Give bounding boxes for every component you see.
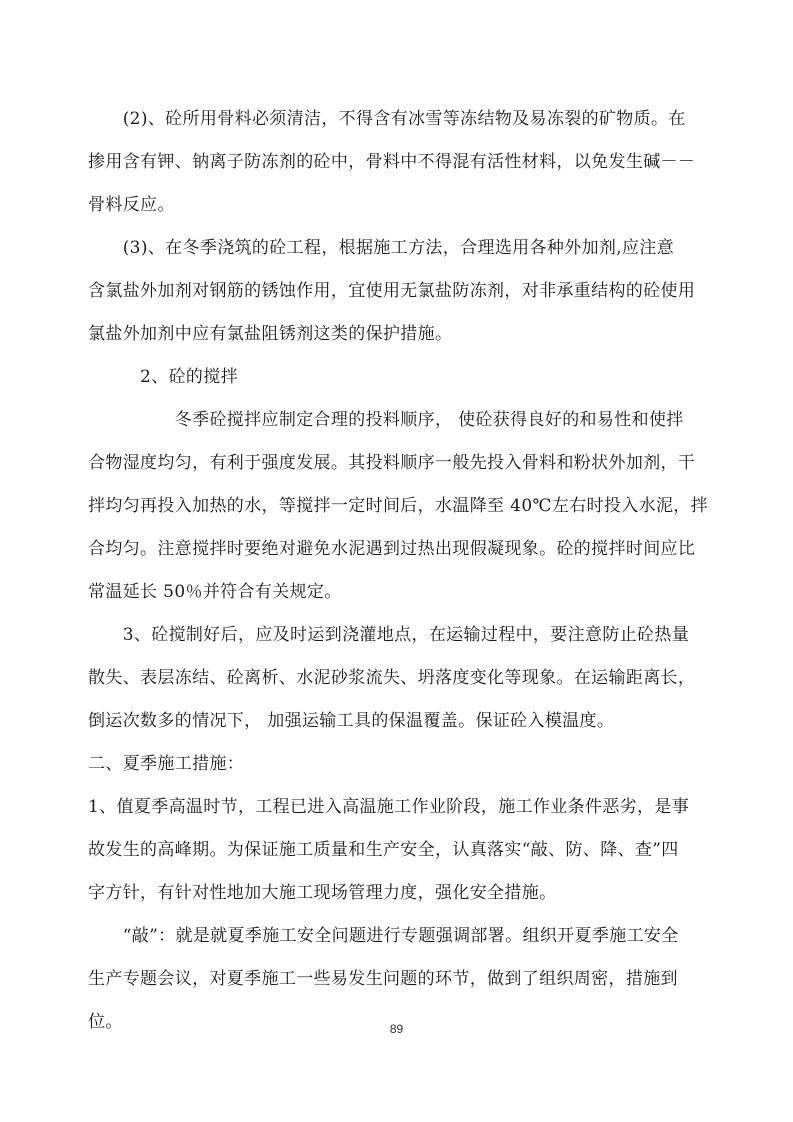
text-line: 生产专题会议，对夏季施工一些易发生问题的环节，做到了组织周密，措施到 xyxy=(88,969,678,989)
section-heading: 2、砼的搅拌 xyxy=(88,367,238,387)
text-line: (2)、砼所用骨料必须清洁，不得含有冰雪等冻结物及易冻裂的矿物质。在 xyxy=(88,109,686,129)
section-heading: 二、夏季施工措施： xyxy=(88,754,245,774)
text-line: 掺用含有钾、钠离子防冻剂的砼中，骨料中不得混有活性材料，以免发生碱－－ xyxy=(88,152,696,172)
text-line: 拌均匀再投入加热的水，等搅拌一定时间后，水温降至 40℃左右时投入水泥，拌 xyxy=(88,496,709,516)
text-line: 1、值夏季高温时节，工程已进入高温施工作业阶段，施工作业条件恶劣，是事 xyxy=(88,797,690,817)
text-line: 合物湿度均匀，有利于强度发展。其投料顺序一般先投入骨料和粉状外加剂，干 xyxy=(88,453,696,473)
text-line: 故发生的高峰期。为保证施工质量和生产安全，认真落实“敲、防、降、查”四 xyxy=(88,840,679,860)
text-line: 含氯盐外加剂对钢筋的锈蚀作用，宜使用无氯盐防冻剂，对非承重结构的砼使用 xyxy=(88,281,696,301)
text-line: 合均匀。注意搅拌时要绝对避免水泥遇到过热出现假凝现象。砼的搅拌时间应比 xyxy=(88,539,696,559)
text-line: 常温延长 50％并符合有关规定。 xyxy=(88,582,342,602)
text-line: 倒运次数多的情况下， 加强运输工具的保温覆盖。保证砼入模温度。 xyxy=(88,711,615,731)
text-line: 骨料反应。 xyxy=(88,195,175,215)
page-number: 89 xyxy=(389,1022,404,1036)
text-line: (3)、在冬季浇筑的砼工程，根据施工方法，合理选用各种外加剂,应注意 xyxy=(88,238,675,258)
text-line: 3、砼搅制好后，应及时运到浇灌地点，在运输过程中，要注意防止砼热量 xyxy=(88,625,690,645)
text-line: 氯盐外加剂中应有氯盐阻锈剂这类的保护措施。 xyxy=(88,324,453,344)
text-line: 位。 xyxy=(88,1012,123,1032)
text-line: 冬季砼搅拌应制定合理的投料顺序， 使砼获得良好的和易性和使拌 xyxy=(88,410,684,430)
text-line: “敲”：就是就夏季施工安全问题进行专题强调部署。组织开夏季施工安全 xyxy=(88,926,679,946)
text-line: 散失、表层冻结、砼离析、水泥砂浆流失、坍落度变化等现象。在运输距离长， xyxy=(88,668,696,688)
text-line: 字方针，有针对性地加大施工现场管理力度，强化安全措施。 xyxy=(88,883,557,903)
